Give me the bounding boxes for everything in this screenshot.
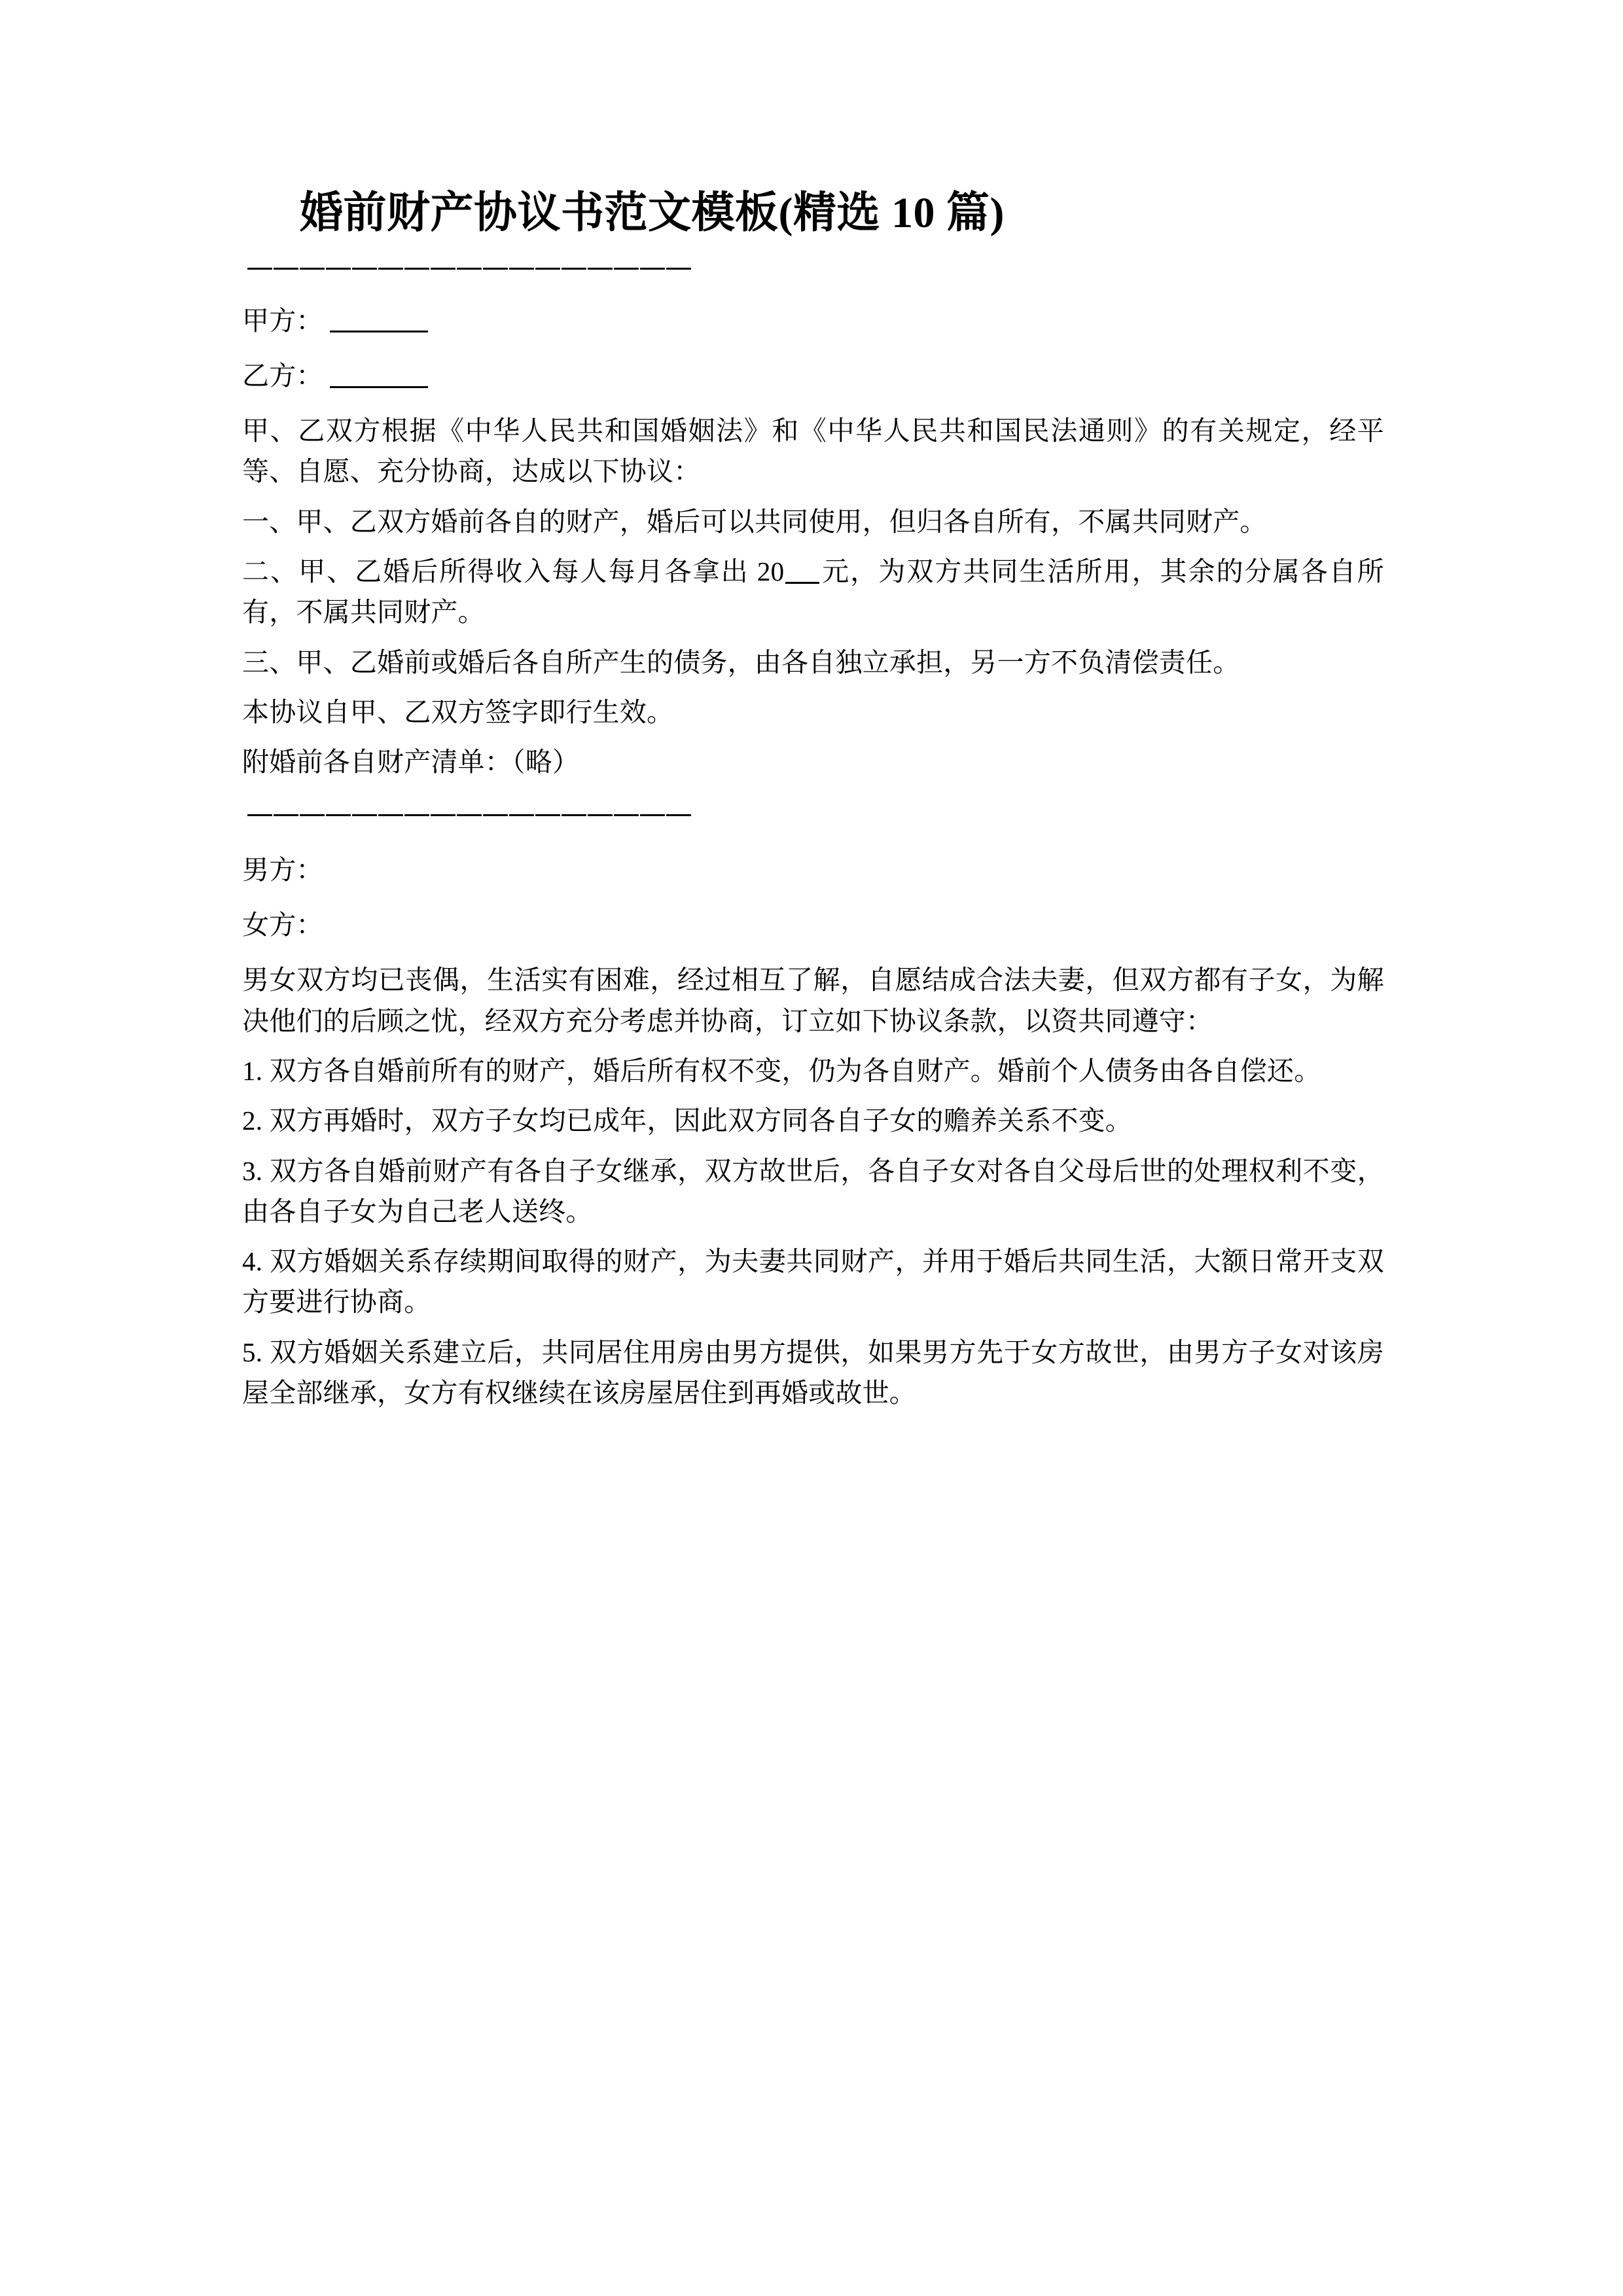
section-two-item-2: 2. 双方再婚时，双方子女均已成年，因此双方同各自子女的赡养关系不变。 — [242, 1105, 1132, 1136]
clause-two-amount-blank[interactable] — [785, 556, 819, 584]
section-one-clause-3: 三、甲、乙婚前或婚后各自所产生的债务，由各自独立承担，另一方不负清偿责任。 — [242, 647, 1240, 677]
male-party-field: 男方： — [242, 854, 323, 885]
party-a-label: 甲方： — [242, 305, 323, 336]
clause-two-prefix: 二、甲、乙婚后所得收入每人每月各拿出 20 — [242, 556, 785, 587]
section-one-attachment: 附婚前各自财产清单：（略） — [242, 747, 580, 778]
document-content — [242, 188, 1384, 1422]
section-separator-top: ————————————————— — [246, 250, 691, 283]
section-one-clause-2 — [242, 551, 1384, 633]
female-party-field: 女方： — [242, 909, 323, 940]
section-one-effective: 本协议自甲、乙双方签字即行生效。 — [242, 697, 674, 728]
party-b-field — [242, 355, 1384, 396]
section-two-item-5: 5. 双方婚姻关系建立后，共同居住用房由男方提供，如果男方先于女方故世，由男方子女对该房屋全部继承，女方有权继续在该房屋居住到再婚或故世。 — [242, 1336, 1384, 1408]
section-two-preamble: 男女双方均已丧偶，生活实有困难，经过相互了解，自愿结成合法夫妻，但双方都有子女，为解决他们的后顾之忧，经双方充分考虑并协商，订立如下协议条款，以资共同遵守： — [242, 965, 1384, 1036]
section-separator-middle: ————————————————— — [246, 797, 691, 829]
section-two-item-3: 3. 双方各自婚前财产有各自子女继承，双方故世后，各自子女对各自父母后世的处理权利不变，由各自子女为自己老人送终。 — [242, 1155, 1384, 1227]
section-one-preamble: 甲、乙双方根据《中华人民共和国婚姻法》和《中华人民共和国民法通则》的有关规定，经平等、自愿、充分协商，达成以下协议： — [242, 416, 1384, 487]
party-a-blank[interactable] — [330, 306, 428, 333]
party-a-field — [242, 300, 1384, 341]
section-two-item-1: 1. 双方各自婚前所有的财产，婚后所有权不变，仍为各自财产。婚前个人债务由各自偿还。 — [242, 1055, 1321, 1086]
section-one-clause-1: 一、甲、乙双方婚前各自的财产，婚后可以共同使用，但归各自所有，不属共同财产。 — [242, 506, 1267, 537]
page-title: 婚前财产协议书范文模板(精选 10 篇) — [300, 189, 1005, 237]
section-two-item-4: 4. 双方婚姻关系存续期间取得的财产，为夫妻共同财产，并用于婚后共同生活，大额日常开支双方要进行协商。 — [242, 1246, 1384, 1318]
party-b-blank[interactable] — [330, 361, 428, 388]
party-b-label: 乙方： — [242, 360, 323, 391]
clause-two-suffix: 元，为双方共同生活所用，其余的分属各自所有，不属共同财产。 — [242, 556, 1385, 628]
